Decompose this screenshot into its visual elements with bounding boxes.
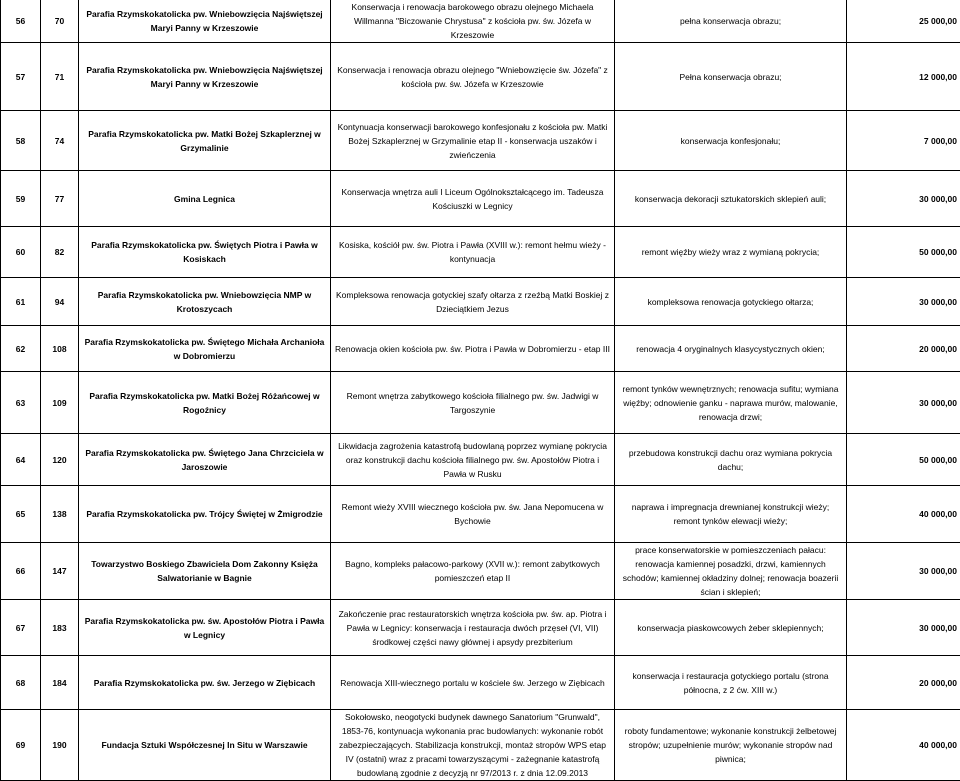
work-scope-cell: kompleksowa renowacja gotyckiego ołtarza; <box>615 278 847 326</box>
applicant-name-cell: Parafia Rzymskokatolicka pw. Świętego Michała Archanioła w Dobromierzu <box>79 326 331 372</box>
application-number-cell: 138 <box>41 486 79 543</box>
work-scope-cell: pełna konserwacja obrazu; <box>615 0 847 43</box>
grant-amount-cell: 30 000,00 <box>847 372 960 434</box>
application-number-cell: 71 <box>41 43 79 111</box>
row-number-cell: 61 <box>1 278 41 326</box>
application-number-cell: 108 <box>41 326 79 372</box>
row-number-cell: 59 <box>1 171 41 227</box>
row-number-cell: 65 <box>1 486 41 543</box>
grant-amount-cell: 25 000,00 <box>847 0 960 43</box>
work-scope-cell: konserwacja dekoracji sztukatorskich sklepień auli; <box>615 171 847 227</box>
work-scope-cell: remont tynków wewnętrznych; renowacja sufitu; wymiana więźby; odnowienie ganku - naprawa murów, malowanie, renowacja drzwi; <box>615 372 847 434</box>
row-number-cell: 67 <box>1 600 41 656</box>
work-scope-cell: konserwacja i restauracja gotyckiego portalu (strona północna, z 2 ćw. XIII w.) <box>615 656 847 710</box>
project-title-cell: Bagno, kompleks pałacowo-parkowy (XVII w.): remont zabytkowych pomieszczeń etap II <box>331 543 615 600</box>
applicant-name-cell: Towarzystwo Boskiego Zbawiciela Dom Zakonny Księża Salwatorianie w Bagnie <box>79 543 331 600</box>
row-number-cell: 69 <box>1 710 41 781</box>
work-scope-cell: renowacja 4 oryginalnych klasycystycznych okien; <box>615 326 847 372</box>
applicant-name-cell: Fundacja Sztuki Współczesnej In Situ w Warszawie <box>79 710 331 781</box>
grant-amount-cell: 20 000,00 <box>847 656 960 710</box>
work-scope-cell: Pełna konserwacja obrazu; <box>615 43 847 111</box>
project-title-cell: Kosiska, kościół pw. św. Piotra i Pawła (XVIII w.): remont hełmu wieży - kontynuacja <box>331 227 615 278</box>
applicant-name-cell: Parafia Rzymskokatolicka pw. św. Jerzego w Ziębicach <box>79 656 331 710</box>
grants-table-body <box>1 0 960 781</box>
grant-amount-cell: 30 000,00 <box>847 278 960 326</box>
table-row <box>1 171 960 227</box>
row-number-cell: 57 <box>1 43 41 111</box>
project-title-cell: Sokołowsko, neogotycki budynek dawnego Sanatorium "Grunwald", 1853-76, kontynuacja wykonania prac budowlanych: wykonanie robót zabezpieczających. Stabilizacja konstrukcji, montaż stropów WPS etap IV (ostatni) wraz z pracami towarzyszącymi - zażegnanie katastrofą budowlaną zgodnie z decyzją nr 97/2013 r. z dnia 12.09.2013 <box>331 710 615 781</box>
application-number-cell: 183 <box>41 600 79 656</box>
applicant-name-cell: Parafia Rzymskokatolicka pw. Świętych Piotra i Pawła w Kosiskach <box>79 227 331 278</box>
application-number-cell: 120 <box>41 434 79 486</box>
applicant-name-cell: Parafia Rzymskokatolicka pw. Wniebowzięcia Najświętszej Maryi Panny w Krzeszowie <box>79 0 331 43</box>
project-title-cell: Remont wnętrza zabytkowego kościoła filialnego pw. św. Jadwigi w Targoszynie <box>331 372 615 434</box>
grant-amount-cell: 30 000,00 <box>847 543 960 600</box>
grant-amount-cell: 20 000,00 <box>847 326 960 372</box>
applicant-name-cell: Gmina Legnica <box>79 171 331 227</box>
application-number-cell: 147 <box>41 543 79 600</box>
grant-amount-cell: 40 000,00 <box>847 710 960 781</box>
table-row <box>1 278 960 326</box>
application-number-cell: 94 <box>41 278 79 326</box>
project-title-cell: Renowacja okien kościoła pw. św. Piotra i Pawła w Dobromierzu - etap III <box>331 326 615 372</box>
table-row <box>1 600 960 656</box>
work-scope-cell: konserwacja piaskowcowych żeber sklepiennych; <box>615 600 847 656</box>
table-row <box>1 486 960 543</box>
applicant-name-cell: Parafia Rzymskokatolicka pw. Matki Bożej Szkaplerznej w Grzymalinie <box>79 111 331 171</box>
project-title-cell: Renowacja XIII-wiecznego portalu w kościele św. Jerzego w Ziębicach <box>331 656 615 710</box>
applicant-name-cell: Parafia Rzymskokatolicka pw. Trójcy Świętej w Żmigrodzie <box>79 486 331 543</box>
row-number-cell: 63 <box>1 372 41 434</box>
project-title-cell: Kompleksowa renowacja gotyckiej szafy ołtarza z rzeźbą Matki Boskiej z Dzieciątkiem Jezus <box>331 278 615 326</box>
grant-amount-cell: 40 000,00 <box>847 486 960 543</box>
project-title-cell: Remont wieży XVIII wiecznego kościoła pw. św. Jana Nepomucena w Bychowie <box>331 486 615 543</box>
work-scope-cell: roboty fundamentowe; wykonanie konstrukcji żelbetowej stropów; uzupełnienie murów; wykonanie stropów nad piwnica; <box>615 710 847 781</box>
application-number-cell: 109 <box>41 372 79 434</box>
row-number-cell: 58 <box>1 111 41 171</box>
application-number-cell: 77 <box>41 171 79 227</box>
project-title-cell: Zakończenie prac restauratorskich wnętrza kościoła pw. św. ap. Piotra i Pawła w Legnicy: konserwacja i restauracja dwóch przęseł (VI, VII) środkowej części nawy głównej i apsydy prezbiterium <box>331 600 615 656</box>
applicant-name-cell: Parafia Rzymskokatolicka pw. św. Apostołów Piotra i Pawła w Legnicy <box>79 600 331 656</box>
project-title-cell: Konserwacja i renowacja obrazu olejnego "Wniebowzięcie św. Józefa" z kościoła pw. św. Józefa w Krzeszowie <box>331 43 615 111</box>
project-title-cell: Likwidacja zagrożenia katastrofą budowlaną poprzez wymianę pokrycia oraz konstrukcji dachu kościoła filialnego pw. św. Apostołów Piotra i Pawła w Rusku <box>331 434 615 486</box>
work-scope-cell: prace konserwatorskie w pomieszczeniach pałacu: renowacja kamiennej posadzki, drzwi, kamiennych schodów; kamiennej okładziny dolnej; renowacja boazerii ścian i sklepień; <box>615 543 847 600</box>
applicant-name-cell: Parafia Rzymskokatolicka pw. Wniebowzięcia Najświętszej Maryi Panny w Krzeszowie <box>79 43 331 111</box>
table-row <box>1 0 960 43</box>
row-number-cell: 60 <box>1 227 41 278</box>
row-number-cell: 62 <box>1 326 41 372</box>
application-number-cell: 74 <box>41 111 79 171</box>
work-scope-cell: naprawa i impregnacja drewnianej konstrukcji wieży; remont tynków elewacji wieży; <box>615 486 847 543</box>
table-row <box>1 710 960 781</box>
table-row <box>1 43 960 111</box>
work-scope-cell: przebudowa konstrukcji dachu oraz wymiana pokrycia dachu; <box>615 434 847 486</box>
table-row <box>1 543 960 600</box>
project-title-cell: Konserwacja i renowacja barokowego obrazu olejnego Michaela Willmanna "Biczowanie Chrystusa" z kościoła pw. św. Józefa w Krzeszowie <box>331 0 615 43</box>
work-scope-cell: konserwacja konfesjonału; <box>615 111 847 171</box>
row-number-cell: 56 <box>1 0 41 43</box>
table-row <box>1 372 960 434</box>
applicant-name-cell: Parafia Rzymskokatolicka pw. Świętego Jana Chrzciciela w Jaroszowie <box>79 434 331 486</box>
row-number-cell: 66 <box>1 543 41 600</box>
application-number-cell: 82 <box>41 227 79 278</box>
table-row <box>1 656 960 710</box>
grant-amount-cell: 50 000,00 <box>847 434 960 486</box>
grant-amount-cell: 50 000,00 <box>847 227 960 278</box>
row-number-cell: 68 <box>1 656 41 710</box>
project-title-cell: Kontynuacja konserwacji barokowego konfesjonału z kościoła pw. Matki Bożej Szkaplerznej w Grzymalinie etap II - konserwacja uszaków i zwieńczenia <box>331 111 615 171</box>
grant-amount-cell: 30 000,00 <box>847 171 960 227</box>
work-scope-cell: remont więźby wieży wraz z wymianą pokrycia; <box>615 227 847 278</box>
row-number-cell: 64 <box>1 434 41 486</box>
application-number-cell: 184 <box>41 656 79 710</box>
table-row <box>1 111 960 171</box>
table-row <box>1 227 960 278</box>
table-row <box>1 434 960 486</box>
application-number-cell: 190 <box>41 710 79 781</box>
application-number-cell: 70 <box>41 0 79 43</box>
project-title-cell: Konserwacja wnętrza auli I Liceum Ogólnokształcącego im. Tadeusza Kościuszki w Legnicy <box>331 171 615 227</box>
grant-amount-cell: 30 000,00 <box>847 600 960 656</box>
applicant-name-cell: Parafia Rzymskokatolicka pw. Wniebowzięcia NMP w Krotoszycach <box>79 278 331 326</box>
table-row <box>1 326 960 372</box>
grant-amount-cell: 12 000,00 <box>847 43 960 111</box>
applicant-name-cell: Parafia Rzymskokatolicka pw. Matki Bożej Różańcowej w Rogoźnicy <box>79 372 331 434</box>
grant-amount-cell: 7 000,00 <box>847 111 960 171</box>
